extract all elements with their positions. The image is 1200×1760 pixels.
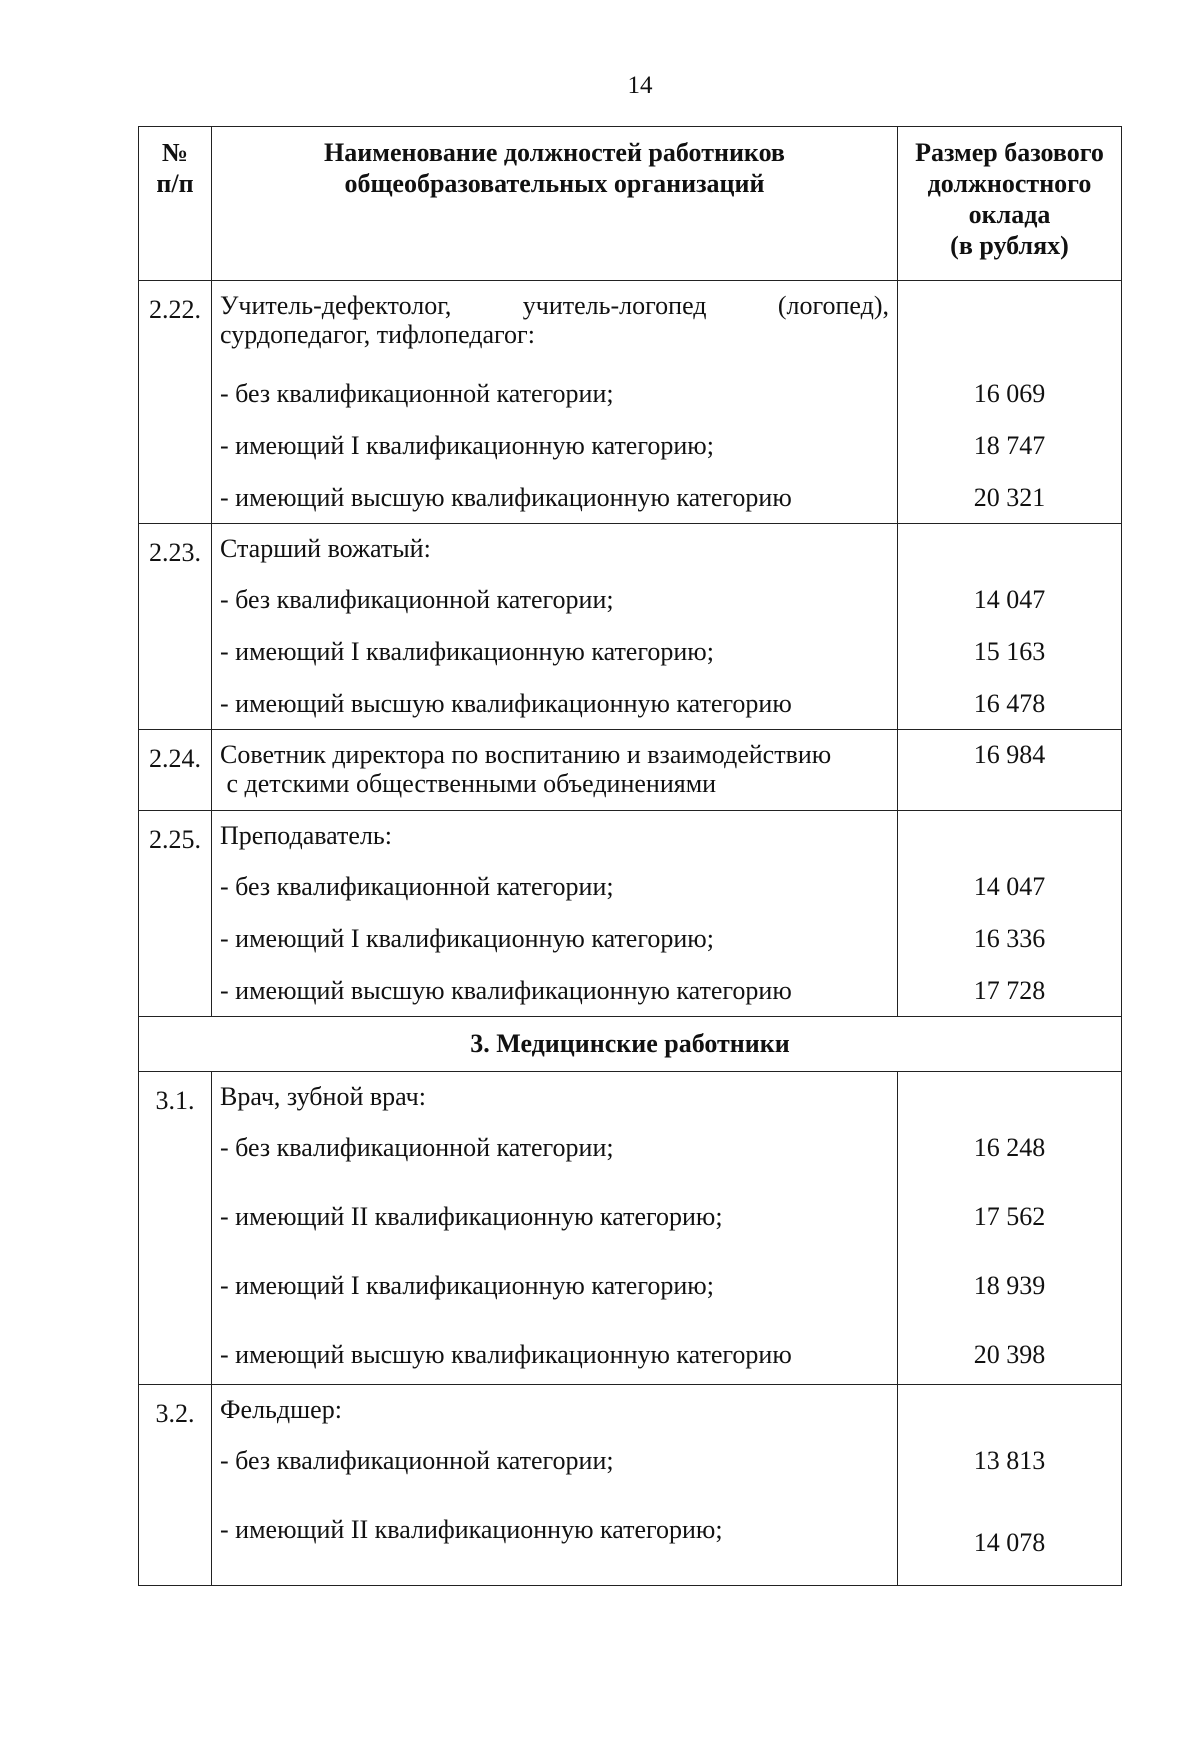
section-title: 3. Медицинские работники (139, 1017, 1122, 1072)
row-item-value: 14 078 (973, 1528, 1046, 1557)
row-title-line: Учитель-дефектолог, учитель-логопед (логопед), (220, 291, 889, 320)
row-item-label: - имеющий высшую квалификационную категорию (220, 976, 792, 1005)
row-name (212, 811, 898, 1017)
row-number: 2.23. (139, 524, 212, 730)
table-row (139, 811, 1122, 1017)
row-amount (898, 1072, 1122, 1385)
row-item-label: - без квалификационной категории; (220, 872, 614, 901)
header-name (212, 127, 898, 281)
table-row (139, 281, 1122, 524)
table-row (139, 730, 1122, 811)
header-num-line: № (161, 138, 189, 167)
row-title-line: сурдопедагог, тифлопедагог: (220, 320, 535, 349)
row-item-value: 13 813 (973, 1446, 1046, 1475)
row-item-label: - имеющий I квалификационную категорию; (220, 431, 714, 460)
row-name (212, 281, 898, 524)
row-item-value: 18 939 (973, 1271, 1046, 1300)
row-title-line: Врач, зубной врач: (220, 1082, 426, 1111)
header-amount-line: Размер базового (915, 138, 1104, 167)
row-item-value: 16 984 (973, 740, 1046, 769)
row-item-value: 20 398 (973, 1340, 1046, 1369)
row-item-label: - имеющий I квалификационную категорию; (220, 924, 714, 953)
row-item-value: 16 478 (973, 689, 1046, 718)
row-item-label: - имеющий высшую квалификационную категорию (220, 689, 792, 718)
row-amount (898, 811, 1122, 1017)
row-amount (898, 524, 1122, 730)
row-item-label: - имеющий высшую квалификационную категорию (220, 483, 792, 512)
row-title-line: Старший вожатый: (220, 534, 431, 563)
row-item-label: - без квалификационной категории; (220, 379, 614, 408)
row-item-label: - имеющий II квалификационную категорию; (220, 1515, 723, 1544)
header-amount-line: (в рублях) (950, 231, 1069, 260)
section-row (139, 1017, 1122, 1072)
table-header (139, 127, 1122, 281)
row-item-label: - без квалификационной категории; (220, 1133, 614, 1162)
row-item-value: 18 747 (973, 431, 1046, 460)
header-num (139, 127, 212, 281)
row-number: 2.22. (139, 281, 212, 524)
table-row (139, 524, 1122, 730)
row-item-label: - имеющий II квалификационную категорию; (220, 1202, 723, 1231)
row-item-label: - имеющий высшую квалификационную категорию (220, 1340, 792, 1369)
row-item-label: - имеющий I квалификационную категорию; (220, 637, 714, 666)
row-number: 3.1. (139, 1072, 212, 1385)
row-amount (898, 1385, 1122, 1586)
row-title-line: с детскими общественными объединениями (220, 769, 717, 798)
header-name-line: общеобразовательных организаций (344, 169, 765, 198)
row-item-label: - без квалификационной категории; (220, 585, 614, 614)
header-num-line: п/п (156, 169, 194, 198)
row-title-line: Преподаватель: (220, 821, 393, 850)
row-item-value: 17 562 (973, 1202, 1046, 1231)
row-name (212, 730, 898, 811)
salary-table (138, 126, 1122, 1586)
row-title-line: Фельдшер: (220, 1395, 342, 1424)
row-item-value: 14 047 (973, 872, 1046, 901)
row-item-value: 16 248 (973, 1133, 1046, 1162)
row-item-value: 14 047 (973, 585, 1046, 614)
row-name (212, 524, 898, 730)
row-number: 2.24. (139, 730, 212, 811)
header-name-line: Наименование должностей работников (324, 138, 785, 167)
header-amount (898, 127, 1122, 281)
row-name (212, 1385, 898, 1586)
row-item-value: 20 321 (973, 483, 1046, 512)
row-number: 3.2. (139, 1385, 212, 1586)
header-amount-line: оклада (968, 200, 1051, 229)
table-row (139, 1072, 1122, 1385)
row-amount (898, 730, 1122, 811)
row-number: 2.25. (139, 811, 212, 1017)
table-row (139, 1385, 1122, 1586)
row-item-label: - имеющий I квалификационную категорию; (220, 1271, 714, 1300)
row-item-value: 16 069 (973, 379, 1046, 408)
row-title-line: Советник директора по воспитанию и взаимодействию (220, 740, 832, 769)
row-item-value: 15 163 (973, 637, 1046, 666)
row-item-value: 16 336 (973, 924, 1046, 953)
row-item-value: 17 728 (973, 976, 1046, 1005)
row-amount (898, 281, 1122, 524)
header-amount-line: должностного (927, 169, 1092, 198)
page-number: 14 (627, 72, 653, 99)
row-name (212, 1072, 898, 1385)
row-item-label: - без квалификационной категории; (220, 1446, 614, 1475)
